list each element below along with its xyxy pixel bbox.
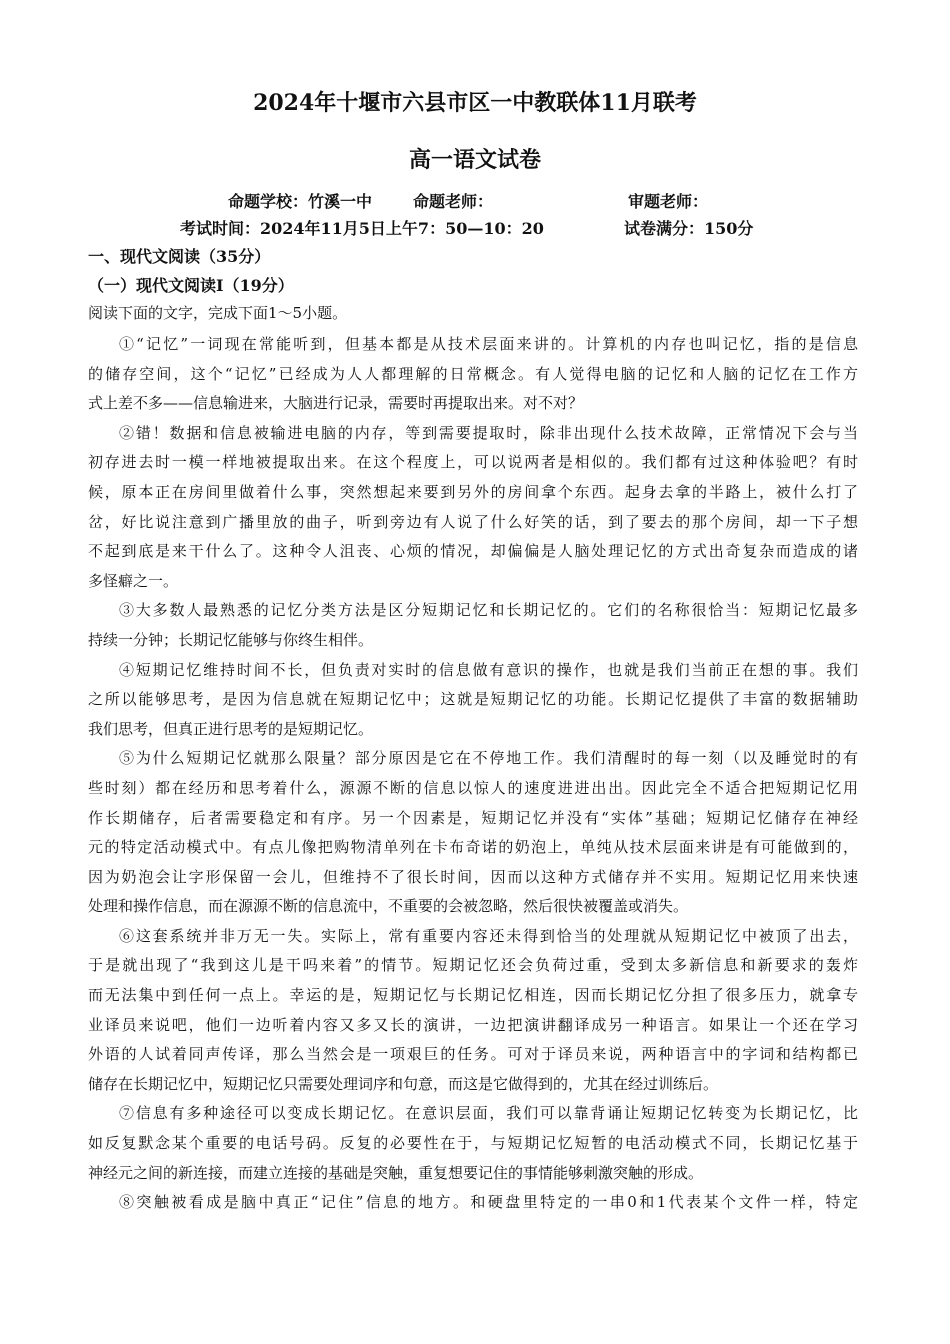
paragraph-line: 多怪癖之一。	[88, 571, 179, 590]
paragraph-line: 业译员来说吧，他们一边听着内容又多又长的演讲，一边把演讲翻译成另一种语言。如果让一个还在学习	[88, 1015, 858, 1034]
reading-passage	[88, 330, 858, 1218]
setter-teacher: 命题老师：	[413, 192, 494, 211]
paragraph-line: 作长期储存，后者需要稳定和有序。另一个因素是，短期记忆并没有“实体”基础；短期记忆储存在神经	[88, 808, 858, 827]
paragraph-line: ⑥这套系统并非万无一失。实际上，常有重要内容还未得到恰当的处理就从短期记忆中被顶了出去，	[119, 926, 858, 945]
paragraph-line: ④短期记忆维持时间不长，但负责对实时的信息做有意识的操作，也就是我们当前正在想的事。我们	[119, 660, 858, 679]
setter-school: 命题学校：竹溪一中	[228, 192, 373, 211]
paragraph-line: 神经元之间的新连接，而建立连接的基础是突触，重复想要记住的事情能够刺激突触的形成。	[88, 1163, 704, 1182]
passage-paragraph	[88, 596, 858, 655]
paragraph-line: 于是就出现了“我到这儿是干吗来着”的情节。短期记忆还会负荷过重，受到太多新信息和新要求的轰炸	[88, 956, 858, 975]
exam-subtitle: 高一语文试卷	[408, 147, 541, 173]
paragraph-line: 候，原本正在房间里做着什么事，突然想起来要到另外的房间拿个东西。起身去拿的半路上，被什么打了	[88, 482, 858, 501]
paragraph-line: 不起到底是来干什么了。这种令人沮丧、心烦的情况，却偏偏是人脑处理记忆的方式出奇复杂而造成的诸	[88, 542, 858, 561]
paragraph-line: 些时刻）都在经历和思考着什么，源源不断的信息以惊人的速度进进出出。因此完全不适合把短期记忆用	[88, 778, 858, 797]
paragraph-line: 之所以能够思考，是因为信息就在短期记忆中；这就是短期记忆的功能。长期记忆提供了丰富的数据辅助	[88, 690, 858, 709]
paragraph-line: ①“记忆”一词现在常能听到，但基本都是从技术层面来讲的。计算机的内存也叫记忆，指的是信息	[119, 335, 858, 353]
paragraph-line: 外语的人试着同声传译，那么当然会是一项艰巨的任务。可对于译员来说，两种语言中的字词和结构都已	[88, 1045, 858, 1064]
reviewer-teacher: 审题老师：	[628, 192, 709, 211]
exam-time: 考试时间：2024年11月5日上午7：50—10：20	[180, 219, 544, 238]
paragraph-line: 的储存空间，这个“记忆”已经成为人人都理解的日常概念。有人觉得电脑的记忆和人脑的记忆在工作方	[88, 364, 858, 383]
paragraph-line: 处理和操作信息，而在源源不断的信息流中，不重要的会被忽略，然后很快被覆盖或消失。	[88, 897, 689, 916]
passage-paragraph	[88, 419, 858, 597]
reading-instruction: 阅读下面的文字，完成下面1～5小题。	[88, 304, 348, 322]
paragraph-line: 式上差不多——信息输进来，大脑进行记录，需要时再提取出来。对不对？	[88, 394, 584, 413]
paragraph-line: ③大多数人最熟悉的记忆分类方法是区分短期记忆和长期记忆的。它们的名称很恰当：短期记忆最多	[119, 601, 858, 620]
paragraph-line: ⑧突触被看成是脑中真正“记住”信息的地方。和硬盘里特定的一串0和1代表某个文件一样，特定	[119, 1193, 858, 1212]
paragraph-line: 初存进去时一模一样地被提取出来。在这个程度上，可以说两者是相似的。我们都有过这种体验吧？有时	[88, 453, 858, 472]
passage-paragraph	[88, 330, 858, 419]
paragraph-line: ②错！数据和信息被输进电脑的内存，等到需要提取时，除非出现什么技术故障，正常情况下会与当	[119, 423, 858, 442]
subsection-heading: （一）现代文阅读Ⅰ（19分）	[88, 276, 294, 295]
paragraph-line: ⑤为什么短期记忆就那么限量？部分原因是它在不停地工作。我们清醒时的每一刻（以及睡觉时的有	[119, 749, 858, 768]
section-heading: 一、现代文阅读（35分）	[88, 247, 271, 266]
passage-paragraph	[88, 656, 858, 745]
full-score: 试卷满分：150分	[624, 219, 754, 238]
paragraph-line: 如反复默念某个重要的电话号码。反复的必要性在于，与短期记忆短暂的电活动模式不同，长期记忆基于	[88, 1134, 858, 1153]
passage-paragraph	[88, 744, 858, 922]
paragraph-line: 元的特定活动模式中。有点儿像把购物清单列在卡布奇诺的奶泡上，单纯从技术层面来讲是有可能做到的，	[88, 838, 858, 857]
passage-paragraph	[88, 1188, 858, 1218]
paragraph-line: ⑦信息有多种途径可以变成长期记忆。在意识层面，我们可以靠背诵让短期记忆转变为长期记忆，比	[119, 1104, 858, 1123]
paragraph-line: 岔，好比说注意到广播里放的曲子，听到旁边有人说了什么好笑的话，到了要去的那个房间，却一下子想	[88, 512, 858, 531]
paragraph-line: 而无法集中到任何一点上。幸运的是，短期记忆与长期记忆相连，因而长期记忆分担了很多压力，就拿专	[88, 986, 858, 1005]
paragraph-line: 我们思考，但真正进行思考的是短期记忆。	[88, 719, 374, 738]
paragraph-line: 持续一分钟；长期记忆能够与你终生相伴。	[88, 630, 374, 649]
passage-paragraph	[88, 922, 858, 1100]
exam-title: 2024年十堰市六县市区一中教联体11月联考	[253, 90, 697, 116]
passage-paragraph	[88, 1099, 858, 1188]
paragraph-line: 因为奶泡会让字形保留一会儿，但维持不了很长时间，因而以这种方式储存并不实用。短期记忆用来快速	[88, 867, 858, 886]
paragraph-line: 储存在长期记忆中，短期记忆只需要处理词序和句意，而这是它做得到的，尤其在经过训练后。	[88, 1074, 719, 1093]
